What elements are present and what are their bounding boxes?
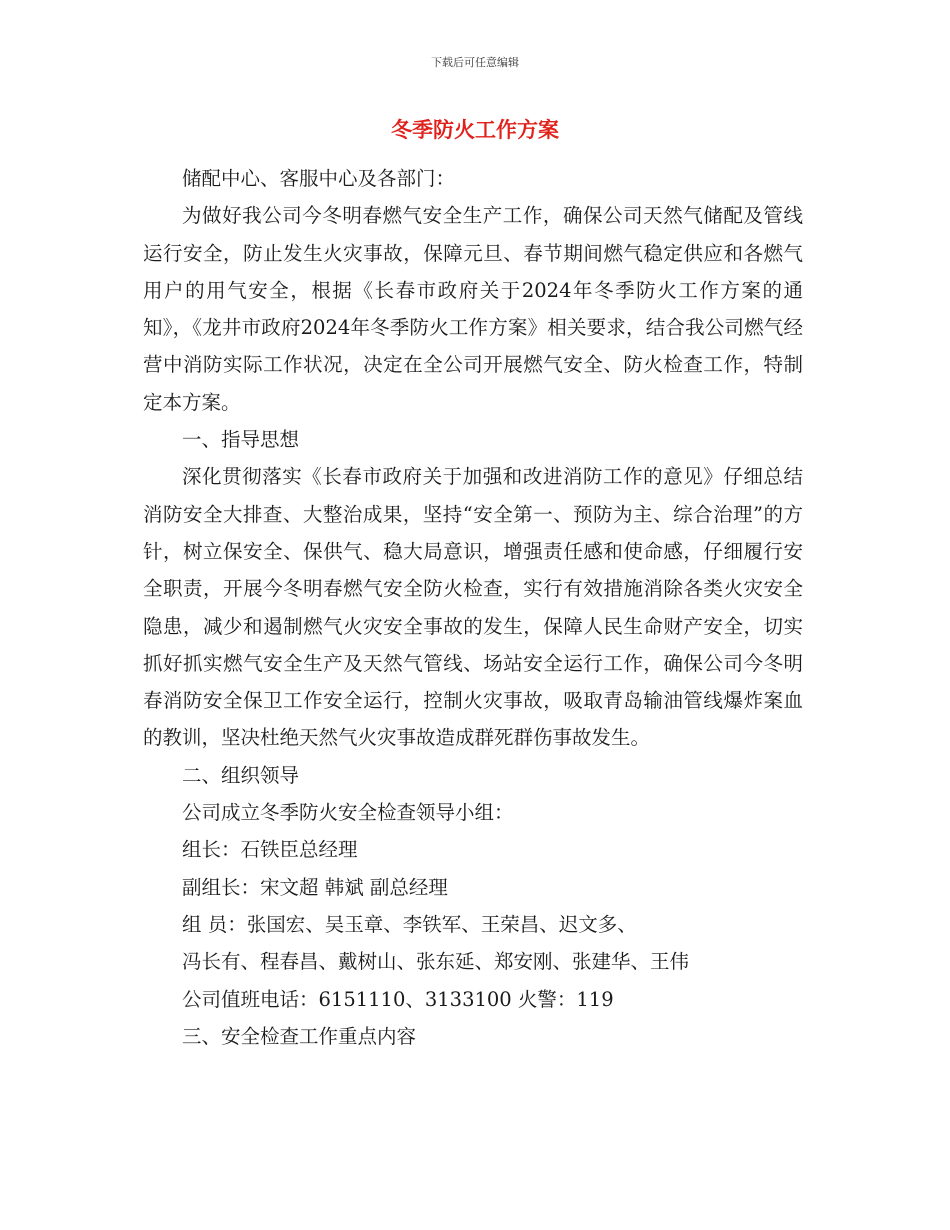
header-note: 下载后可任意编辑 — [431, 56, 519, 69]
document-title: 冬季防火工作方案 — [391, 117, 559, 142]
group-leader: 组长：石铁臣总经理 — [182, 838, 358, 862]
document-body — [143, 160, 803, 1055]
organization-intro: 公司成立冬季防火安全检查领导小组： — [182, 801, 514, 825]
guiding-principle-paragraph: 深化贯彻落实《长春市政府关于加强和改进消防工作的意见》仔细总结消防安全大排查、大整治成果，坚持“安全第一、预防为主、综合治理”的方针，树立保安全、保供气、稳大局意识，增强责任感和使命感，仔细履行安全职责，开展今冬明春燃气安全防火检查，实行有效措施消除各类火灾安全隐患，减少和遏制燃气火灾安全事故的发生，保障人民生命财产安全，切实抓好抓实燃气安全生产及天然气管线、场站安全运行工作，确保公司今冬明春消防安全保卫工作安全运行，控制火灾事故，吸取青岛输油管线爆炸案血的教训，坚决杜绝天然气火灾事故造成群死群伤事故发生。 — [143, 465, 803, 750]
duty-phone: 公司值班电话：6151110、3133100 火警：119 — [182, 987, 614, 1011]
salutation: 储配中心、客服中心及各部门： — [182, 167, 456, 190]
section-heading-organization: 二、组织领导 — [182, 763, 300, 787]
members-line-2: 冯长有、程春昌、戴树山、张东延、郑安刚、张建华、王伟 — [182, 950, 690, 974]
section-heading-inspection: 三、安全检查工作重点内容 — [182, 1024, 417, 1048]
section-heading-guiding-principle: 一、指导思想 — [182, 428, 300, 452]
deputy-leader: 副组长：宋文超 韩斌 副总经理 — [182, 875, 448, 899]
members-line-1: 组 员：张国宏、吴玉章、李铁军、王荣昌、迟文多、 — [182, 912, 637, 936]
intro-paragraph: 为做好我公司今冬明春燃气安全生产工作，确保公司天然气储配及管线运行安全，防止发生火灾事故，保障元旦、春节期间燃气稳定供应和各燃气用户的用气安全，根据《长春市政府关于2024年冬季防火工作方案的通知》，《龙井市政府2024年冬季防火工作方案》相关要求，结合我公司燃气经营中消防实际工作状况，决定在全公司开展燃气安全、防火检查工作，特制定本方案。 — [143, 204, 803, 414]
